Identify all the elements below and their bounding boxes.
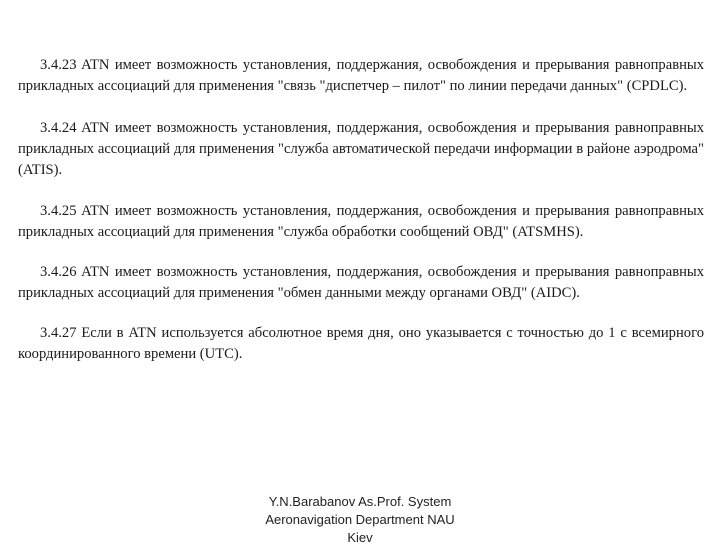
slide-footer <box>240 493 480 547</box>
paragraph-3-4-27 <box>18 323 704 365</box>
paragraph-3-4-26 <box>18 262 704 304</box>
paragraph-text: ATN имеет возможность установления, поддержания, освобождения и прерывания равноправных прикладных ассоциаций для применения "служба обработки сообщений ОВД" (ATSMHS). <box>18 203 704 240</box>
paragraph-number: 3.4.23 <box>40 57 77 73</box>
paragraph-text: ATN имеет возможность установления, поддержания, освобождения и прерывания равноправных прикладных ассоциаций для применения "служба автоматической передачи информации в районе аэродрома" (ATIS). <box>18 120 704 178</box>
paragraph-number: 3.4.27 <box>40 325 77 341</box>
paragraph-text: Если в ATN используется абсолютное время дня, оно указывается с точностью до 1 с всемирного координированного времени (UTC). <box>18 325 704 362</box>
paragraph-text: ATN имеет возможность установления, поддержания, освобождения и прерывания равноправных прикладных ассоциаций для применения "связь "диспетчер – пилот" по линии передачи данных" (CPDLC). <box>18 57 704 94</box>
paragraph-3-4-24 <box>18 118 704 181</box>
paragraph-number: 3.4.25 <box>40 203 77 219</box>
paragraph-number: 3.4.24 <box>40 120 77 136</box>
footer-department-line: Aeronavigation Department NAU <box>265 512 455 527</box>
paragraph-3-4-25 <box>18 201 704 243</box>
paragraph-3-4-23 <box>18 55 704 97</box>
footer-author-line: Y.N.Barabanov As.Prof. System <box>268 494 452 509</box>
footer-city-line: Kiev <box>347 530 373 545</box>
paragraph-number: 3.4.26 <box>40 264 77 280</box>
paragraph-text: ATN имеет возможность установления, поддержания, освобождения и прерывания равноправных прикладных ассоциаций для применения "обмен данными между органами ОВД" (AIDC). <box>18 264 704 301</box>
